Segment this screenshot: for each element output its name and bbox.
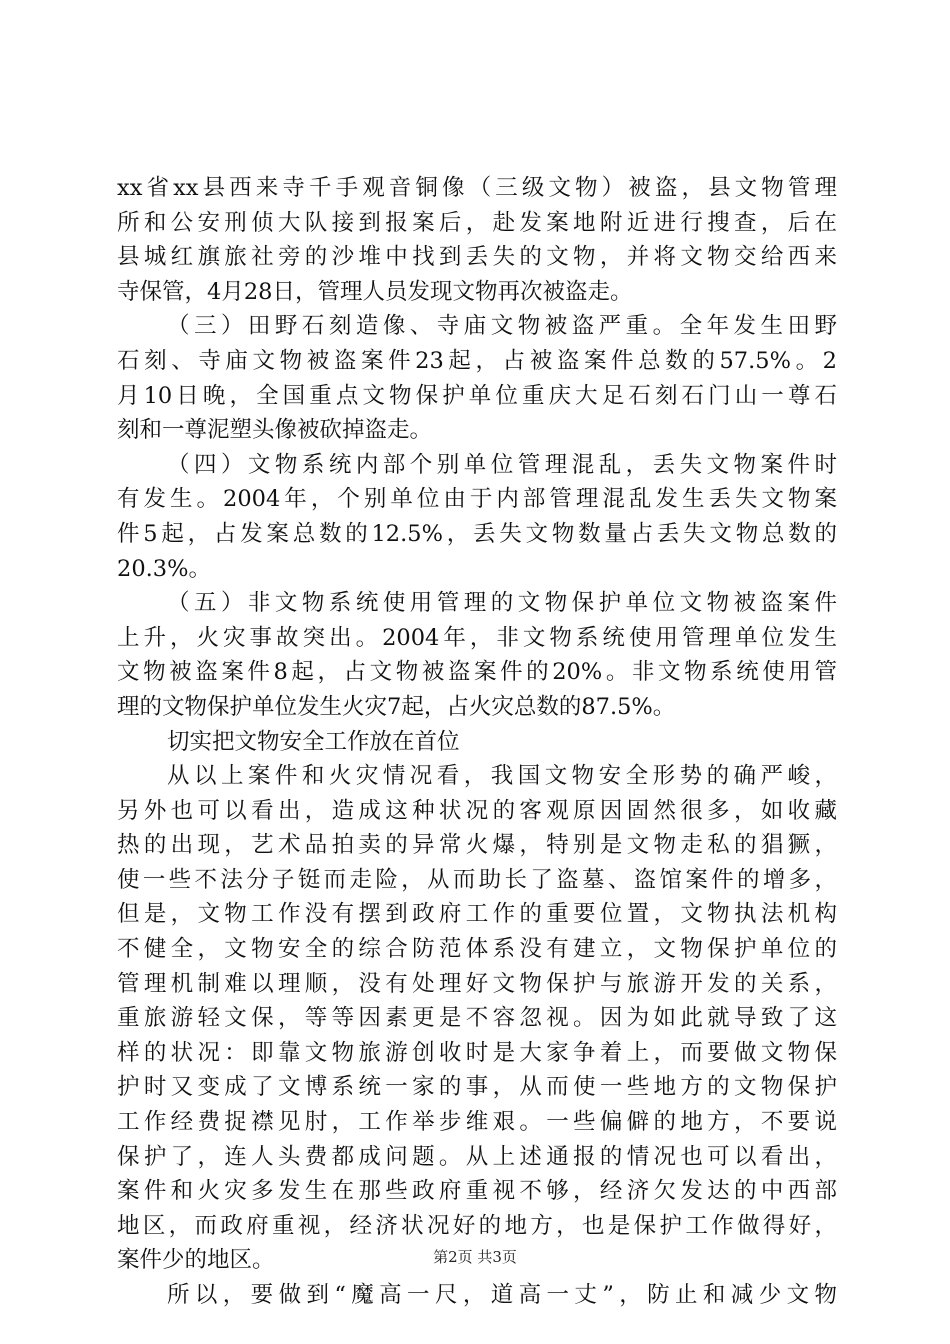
page-footer: 第2页 共3页 — [433, 1248, 517, 1266]
text-line: 但是，文物工作没有摆到政府工作的重要位置，文物执法机构 — [117, 901, 837, 928]
text-line: 20.3%。 — [117, 555, 211, 582]
text-line: 从以上案件和火灾情况看，我国文物安全形势的确严峻， — [167, 763, 837, 790]
text-line: （五）非文物系统使用管理的文物保护单位文物被盗案件 — [167, 590, 837, 617]
text-line: 使一些不法分子铤而走险，从而助长了盗墓、盗馆案件的增多， — [117, 866, 837, 893]
text-line: 工作经费捉襟见肘，工作举步维艰。一些偏僻的地方，不要说 — [117, 1109, 837, 1136]
document-body — [117, 171, 837, 1313]
text-line: 所和公安刑侦大队接到报案后，赴发案地附近进行搜查，后在 — [117, 209, 837, 236]
text-line: 样的状况：即靠文物旅游创收时是大家争着上，而要做文物保 — [117, 1039, 837, 1066]
text-line: 所以，要做到“魔高一尺，道高一丈”，防止和减少文物 — [167, 1282, 837, 1308]
text-line: 重旅游轻文保，等等因素更是不容忽视。因为如此就导致了这 — [117, 1005, 837, 1032]
text-line: 月10日晚，全国重点文物保护单位重庆大足石刻石门山一尊石 — [117, 382, 837, 409]
text-line: 文物被盗案件8起，占文物被盗案件的20%。非文物系统使用管 — [117, 659, 837, 686]
text-line: 理的文物保护单位发生火灾7起，占火灾总数的87.5%。 — [117, 693, 676, 720]
text-line: 件5起，占发案总数的12.5%，丢失文物数量占丢失文物总数的 — [117, 520, 837, 547]
text-line: 案件少的地区。 — [117, 1247, 275, 1274]
text-line: 石刻、寺庙文物被盗案件23起，占被盗案件总数的57.5%。2 — [117, 347, 837, 374]
text-line: 刻和一尊泥塑头像被砍掉盗走。 — [117, 417, 433, 444]
text-line: 保护了，连人头费都成问题。从上述通报的情况也可以看出， — [117, 1143, 837, 1170]
text-line: 县城红旗旅社旁的沙堆中找到丢失的文物，并将文物交给西来 — [117, 244, 837, 271]
text-line: 切实把文物安全工作放在首位 — [167, 728, 460, 755]
text-line: （三）田野石刻造像、寺庙文物被盗严重。全年发生田野 — [167, 313, 837, 340]
text-line: 有发生。2004年，个别单位由于内部管理混乱发生丢失文物案 — [117, 486, 837, 513]
text-line: 护时又变成了文博系统一家的事，从而使一些地方的文物保护 — [117, 1074, 837, 1101]
text-line: 寺保管，4月28日，管理人员发现文物再次被盗走。 — [117, 278, 633, 305]
text-line: （四）文物系统内部个别单位管理混乱，丢失文物案件时 — [167, 451, 837, 478]
text-line: 热的出现，艺术品拍卖的异常火爆，特别是文物走私的猖獗， — [117, 832, 837, 859]
text-line: 管理机制难以理顺，没有处理好文物保护与旅游开发的关系， — [117, 970, 837, 997]
text-line: 不健全，文物安全的综合防范体系没有建立，文物保护单位的 — [117, 936, 837, 963]
text-line: xx省xx县西来寺千手观音铜像（三级文物）被盗，县文物管理 — [117, 175, 837, 201]
text-line: 地区，而政府重视，经济状况好的地方，也是保护工作做得好， — [117, 1212, 837, 1239]
text-line: 另外也可以看出，造成这种状况的客观原因固然很多，如收藏 — [117, 797, 837, 824]
text-line: 案件和火灾多发生在那些政府重视不够，经济欠发达的中西部 — [117, 1178, 837, 1205]
text-line: 上升，火灾事故突出。2004年，非文物系统使用管理单位发生 — [117, 624, 837, 651]
